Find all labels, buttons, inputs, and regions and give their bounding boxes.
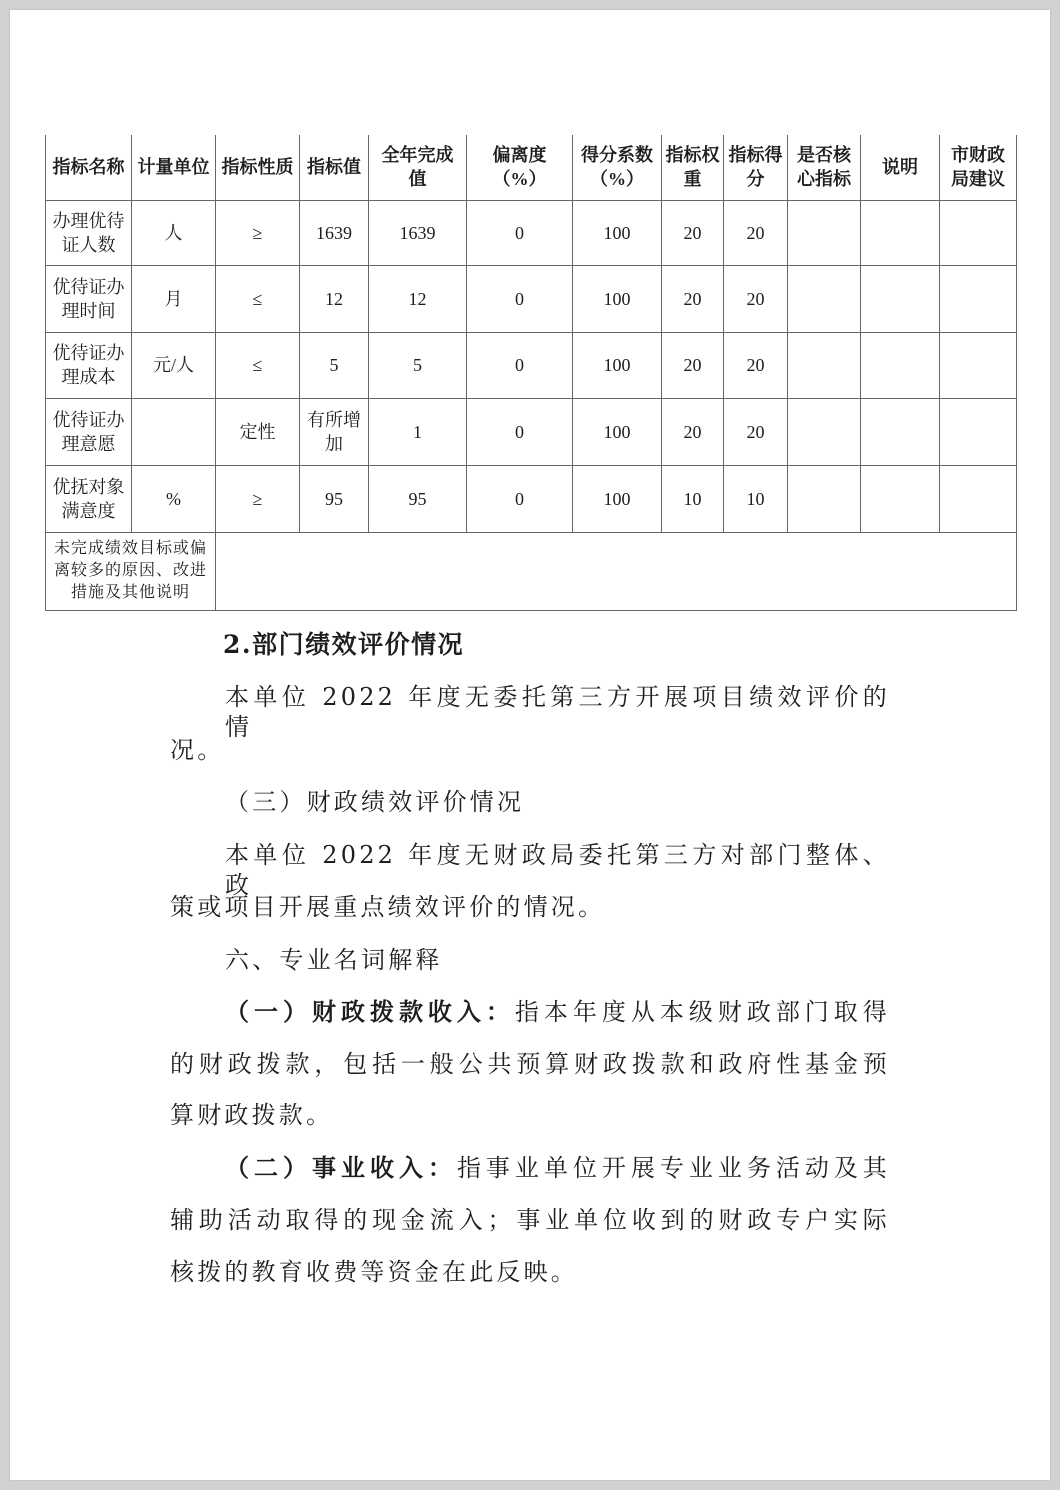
note-cell: [861, 200, 940, 265]
score-cell: 10: [724, 465, 788, 532]
note-cell: [861, 265, 940, 332]
suggestion-cell: [940, 265, 1017, 332]
score-coefficient-cell: 100: [573, 332, 662, 398]
core-indicator-cell: [788, 398, 861, 465]
score-coefficient-cell: 100: [573, 200, 662, 265]
table-footer-row: [46, 532, 1017, 610]
table-row: [46, 265, 1017, 332]
nature-cell: 定性: [216, 398, 300, 465]
deviation-cell: 0: [467, 465, 573, 532]
deviation-cell: 0: [467, 398, 573, 465]
nature-cell: ≥: [216, 465, 300, 532]
header-target-value: 指标值: [300, 135, 369, 200]
header-suggestion: 市财政 局建议: [940, 135, 1017, 200]
header-indicator-name: 指标名称: [46, 135, 132, 200]
suggestion-cell: [940, 398, 1017, 465]
score-cell: 20: [724, 398, 788, 465]
weight-cell: 10: [662, 465, 724, 532]
score-cell: 20: [724, 332, 788, 398]
note-cell: [861, 332, 940, 398]
header-note: 说明: [861, 135, 940, 200]
target-value-cell: 1639: [300, 200, 369, 265]
term-definition-line: [225, 1153, 890, 1183]
table-row: [46, 332, 1017, 398]
target-value-cell: 有所增 加: [300, 398, 369, 465]
section-heading-fiscal-eval: （三）财政绩效评价情况: [225, 788, 525, 816]
table-row: [46, 398, 1017, 465]
unit-cell: %: [132, 465, 216, 532]
header-weight: 指标权 重: [662, 135, 724, 200]
indicator-name-cell: 办理优待 证人数: [46, 200, 132, 265]
section-heading-glossary: 六、专业名词解释: [225, 946, 443, 974]
header-nature: 指标性质: [216, 135, 300, 200]
note-cell: [861, 465, 940, 532]
paragraph-line: 的财政拨款，包括一般公共预算财政拨款和政府性基金预: [170, 1050, 890, 1078]
header-unit: 计量单位: [132, 135, 216, 200]
core-indicator-cell: [788, 265, 861, 332]
paragraph-line: 况。: [170, 736, 225, 764]
performance-indicator-table: [45, 135, 1017, 611]
actual-value-cell: 1639: [369, 200, 467, 265]
table-header-row: [46, 135, 1017, 200]
nature-cell: ≥: [216, 200, 300, 265]
indicator-name-cell: 优待证办 理时间: [46, 265, 132, 332]
section-heading-dept-eval: 2.部门绩效评价情况: [223, 630, 465, 659]
score-cell: 20: [724, 200, 788, 265]
suggestion-cell: [940, 465, 1017, 532]
header-actual-value: 全年完成 值: [369, 135, 467, 200]
header-core-indicator: 是否核 心指标: [788, 135, 861, 200]
core-indicator-cell: [788, 200, 861, 265]
suggestion-cell: [940, 332, 1017, 398]
header-deviation: 偏离度 （%）: [467, 135, 573, 200]
term-title: （二）事业收入：: [225, 1153, 457, 1182]
weight-cell: 20: [662, 398, 724, 465]
unfinished-reason-value: [216, 532, 1017, 610]
note-cell: [861, 398, 940, 465]
indicator-name-cell: 优待证办 理成本: [46, 332, 132, 398]
unfinished-reason-label: 未完成绩效目标或偏 离较多的原因、改进 措施及其他说明: [46, 532, 216, 610]
score-coefficient-cell: 100: [573, 265, 662, 332]
unit-cell: 月: [132, 265, 216, 332]
paragraph-line: 本单位 2022 年度无财政局委托第三方对部门整体、政: [225, 841, 890, 899]
unit-cell: 元/人: [132, 332, 216, 398]
paragraph-line: 辅助活动取得的现金流入；事业单位收到的财政专户实际: [170, 1206, 890, 1234]
unit-cell: [132, 398, 216, 465]
suggestion-cell: [940, 200, 1017, 265]
header-score: 指标得 分: [724, 135, 788, 200]
nature-cell: ≤: [216, 265, 300, 332]
term-definition-line: [225, 997, 890, 1027]
indicator-name-cell: 优抚对象 满意度: [46, 465, 132, 532]
actual-value-cell: 5: [369, 332, 467, 398]
target-value-cell: 95: [300, 465, 369, 532]
weight-cell: 20: [662, 265, 724, 332]
paragraph-line: 策或项目开展重点绩效评价的情况。: [170, 893, 606, 921]
score-coefficient-cell: 100: [573, 398, 662, 465]
target-value-cell: 12: [300, 265, 369, 332]
target-value-cell: 5: [300, 332, 369, 398]
core-indicator-cell: [788, 332, 861, 398]
core-indicator-cell: [788, 465, 861, 532]
term-definition-text: 指本年度从本级财政部门取得: [514, 998, 890, 1026]
actual-value-cell: 1: [369, 398, 467, 465]
score-coefficient-cell: 100: [573, 465, 662, 532]
deviation-cell: 0: [467, 332, 573, 398]
document-page: [10, 10, 1050, 1480]
unit-cell: 人: [132, 200, 216, 265]
deviation-cell: 0: [467, 200, 573, 265]
paragraph-line: 算财政拨款。: [170, 1101, 334, 1129]
weight-cell: 20: [662, 200, 724, 265]
term-title: （一）财政拨款收入：: [225, 997, 515, 1026]
header-score-coefficient: 得分系数 （%）: [573, 135, 662, 200]
deviation-cell: 0: [467, 265, 573, 332]
table-row: [46, 200, 1017, 265]
table-row: [46, 465, 1017, 532]
paragraph-line: 核拨的教育收费等资金在此反映。: [170, 1258, 578, 1286]
actual-value-cell: 95: [369, 465, 467, 532]
indicator-name-cell: 优待证办 理意愿: [46, 398, 132, 465]
term-definition-text: 指事业单位开展专业业务活动及其: [456, 1154, 891, 1182]
paragraph-line: 本单位 2022 年度无委托第三方开展项目绩效评价的情: [225, 683, 890, 741]
actual-value-cell: 12: [369, 265, 467, 332]
weight-cell: 20: [662, 332, 724, 398]
score-cell: 20: [724, 265, 788, 332]
nature-cell: ≤: [216, 332, 300, 398]
